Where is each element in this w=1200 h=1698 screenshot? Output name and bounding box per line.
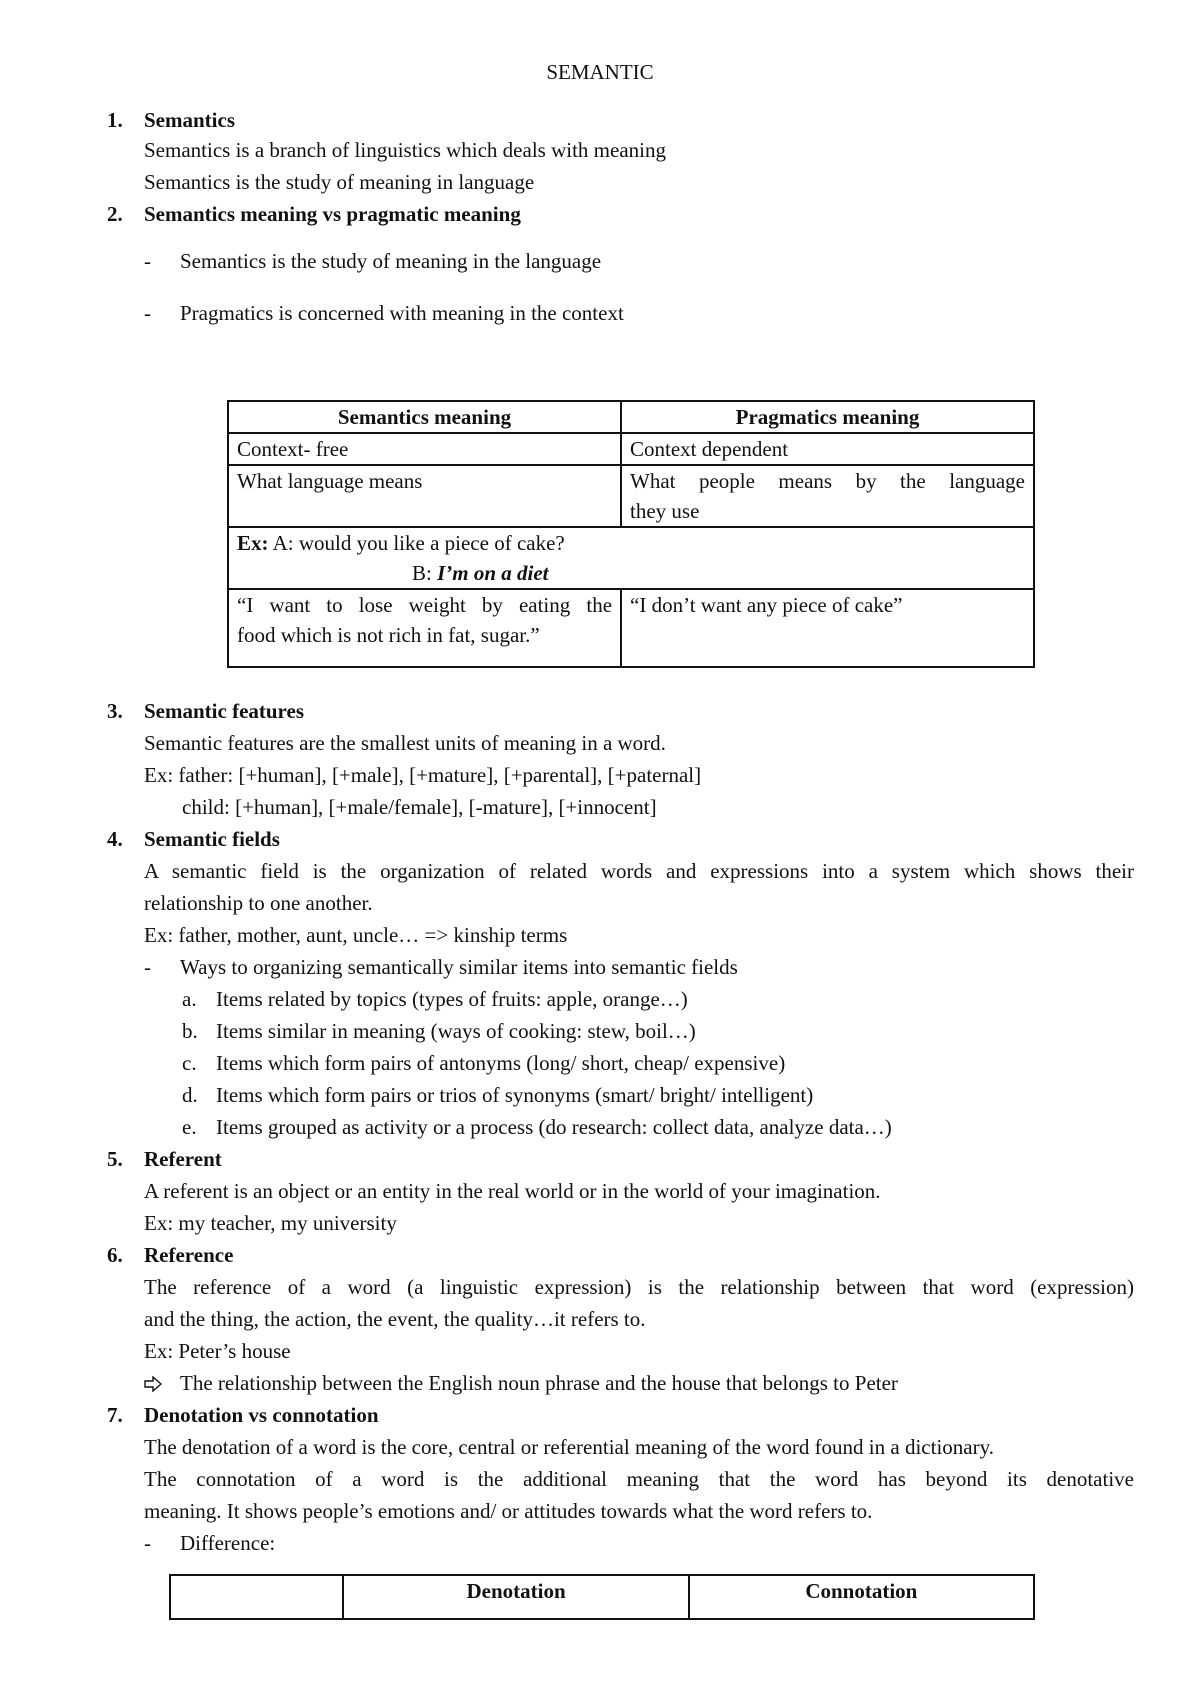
list-text: Items which form pairs of antonyms (long/ short, cheap/ expensive) — [216, 1051, 786, 1075]
dash-bullet: - — [144, 1531, 151, 1555]
section-7-heading — [107, 1402, 379, 1428]
bullet-text: Ways to organizing semantically similar items into semantic fields — [180, 955, 738, 979]
paragraph: Ex: Peter’s house — [144, 1339, 291, 1363]
arrow-text: The relationship between the English noun phrase and the house that belongs to Peter — [180, 1371, 898, 1395]
bullet-item — [144, 1530, 276, 1556]
table-header: Connotation — [689, 1575, 1034, 1619]
table-header-row — [170, 1575, 1034, 1619]
list-item — [182, 986, 688, 1012]
table-header: Semantics meaning — [228, 401, 621, 433]
denotation-connotation-table — [169, 1574, 1035, 1620]
list-letter: b. — [182, 1019, 198, 1043]
section-title: Denotation vs connotation — [144, 1403, 379, 1427]
list-letter: e. — [182, 1115, 197, 1139]
table-row — [228, 433, 1034, 465]
table-cell: “I don’t want any piece of cake” — [621, 589, 1034, 667]
paragraph: and the thing, the action, the event, the quality…it refers to. — [144, 1307, 646, 1331]
paragraph: child: [+human], [+male/female], [-mature], [+innocent] — [182, 795, 657, 819]
list-item — [182, 1018, 696, 1044]
example-cell — [228, 527, 1034, 589]
right-arrow-icon — [144, 1370, 166, 1396]
section-3-heading — [107, 698, 304, 724]
paragraph: Semantics is a branch of linguistics which deals with meaning — [144, 138, 666, 162]
paragraph: Semantics is the study of meaning in language — [144, 170, 535, 194]
cell-line: What people means by the language — [630, 469, 1025, 493]
semantics-pragmatics-table — [227, 400, 1035, 668]
section-1-heading — [107, 107, 235, 133]
table-cell — [228, 589, 621, 667]
cell-line: food which is not rich in fat, sugar.” — [237, 623, 540, 647]
section-5-heading — [107, 1146, 222, 1172]
list-letter: c. — [182, 1051, 197, 1075]
example-line-a — [237, 528, 1025, 558]
paragraph: The reference of a word (a linguistic expression) is the relationship between that word (expression) — [144, 1275, 1134, 1299]
section-number: 7. — [107, 1403, 123, 1427]
cell-line: “I want to lose weight by eating the — [237, 593, 613, 617]
bullet-item — [144, 300, 624, 326]
table-cell: What language means — [228, 465, 621, 527]
dash-bullet: - — [144, 249, 151, 273]
paragraph: Ex: father, mother, aunt, uncle… => kinship terms — [144, 923, 568, 947]
list-text: Items related by topics (types of fruits: apple, orange…) — [216, 987, 688, 1011]
paragraph: The denotation of a word is the core, central or referential meaning of the word found in a dictionary. — [144, 1435, 994, 1459]
table-header-row — [228, 401, 1034, 433]
bullet-text: Difference: — [180, 1531, 276, 1555]
section-title: Reference — [144, 1243, 234, 1267]
table-example-row — [228, 527, 1034, 589]
paragraph: A semantic field is the organization of related words and expressions into a system which shows their — [144, 859, 1134, 883]
list-item — [182, 1082, 814, 1108]
example-text: A: would you like a piece of cake? — [272, 531, 565, 555]
list-text: Items which form pairs or trios of synonyms (smart/ bright/ intelligent) — [216, 1083, 814, 1107]
section-number: 1. — [107, 108, 123, 132]
list-letter: d. — [182, 1083, 198, 1107]
dash-bullet: - — [144, 955, 151, 979]
section-title: Semantics — [144, 108, 235, 132]
list-text: Items grouped as activity or a process (do research: collect data, analyze data…) — [216, 1115, 892, 1139]
section-title: Referent — [144, 1147, 222, 1171]
section-4-heading — [107, 826, 280, 852]
section-title: Semantic fields — [144, 827, 280, 851]
paragraph: Semantic features are the smallest units of meaning in a word. — [144, 731, 666, 755]
bullet-text: Semantics is the study of meaning in the language — [180, 249, 602, 273]
paragraph: A referent is an object or an entity in the real world or in the world of your imagination. — [144, 1179, 881, 1203]
section-number: 2. — [107, 202, 123, 226]
table-header — [170, 1575, 343, 1619]
table-row — [228, 589, 1034, 667]
paragraph: The connotation of a word is the additional meaning that the word has beyond its denotative — [144, 1467, 1134, 1491]
table-cell — [621, 465, 1034, 527]
paragraph: meaning. It shows people’s emotions and/ or attitudes towards what the word refers to. — [144, 1499, 873, 1523]
table-row — [228, 465, 1034, 527]
speaker-label: B: — [412, 561, 432, 585]
paragraph: Ex: father: [+human], [+male], [+mature], [+parental], [+paternal] — [144, 763, 702, 787]
table-cell: Context- free — [228, 433, 621, 465]
dash-bullet: - — [144, 301, 151, 325]
bullet-item — [144, 248, 602, 274]
example-label: Ex: — [237, 531, 269, 555]
list-item — [182, 1050, 786, 1076]
section-number: 3. — [107, 699, 123, 723]
arrow-item — [144, 1370, 898, 1396]
bullet-item — [144, 954, 738, 980]
page-title: SEMANTIC — [546, 60, 654, 84]
bullet-text: Pragmatics is concerned with meaning in the context — [180, 301, 624, 325]
paragraph: Ex: my teacher, my university — [144, 1211, 397, 1235]
example-line-b — [237, 558, 1025, 588]
paragraph: relationship to one another. — [144, 891, 373, 915]
table-header: Denotation — [343, 1575, 688, 1619]
section-title: Semantic features — [144, 699, 304, 723]
section-number: 6. — [107, 1243, 123, 1267]
table-cell: Context dependent — [621, 433, 1034, 465]
section-6-heading — [107, 1242, 234, 1268]
table-header: Pragmatics meaning — [621, 401, 1034, 433]
section-2-heading — [107, 201, 521, 227]
cell-line: they use — [630, 499, 700, 523]
list-item — [182, 1114, 892, 1140]
list-letter: a. — [182, 987, 197, 1011]
section-number: 4. — [107, 827, 123, 851]
list-text: Items similar in meaning (ways of cooking: stew, boil…) — [216, 1019, 696, 1043]
example-answer: I’m on a diet — [437, 561, 549, 585]
section-number: 5. — [107, 1147, 123, 1171]
section-title: Semantics meaning vs pragmatic meaning — [144, 202, 521, 226]
